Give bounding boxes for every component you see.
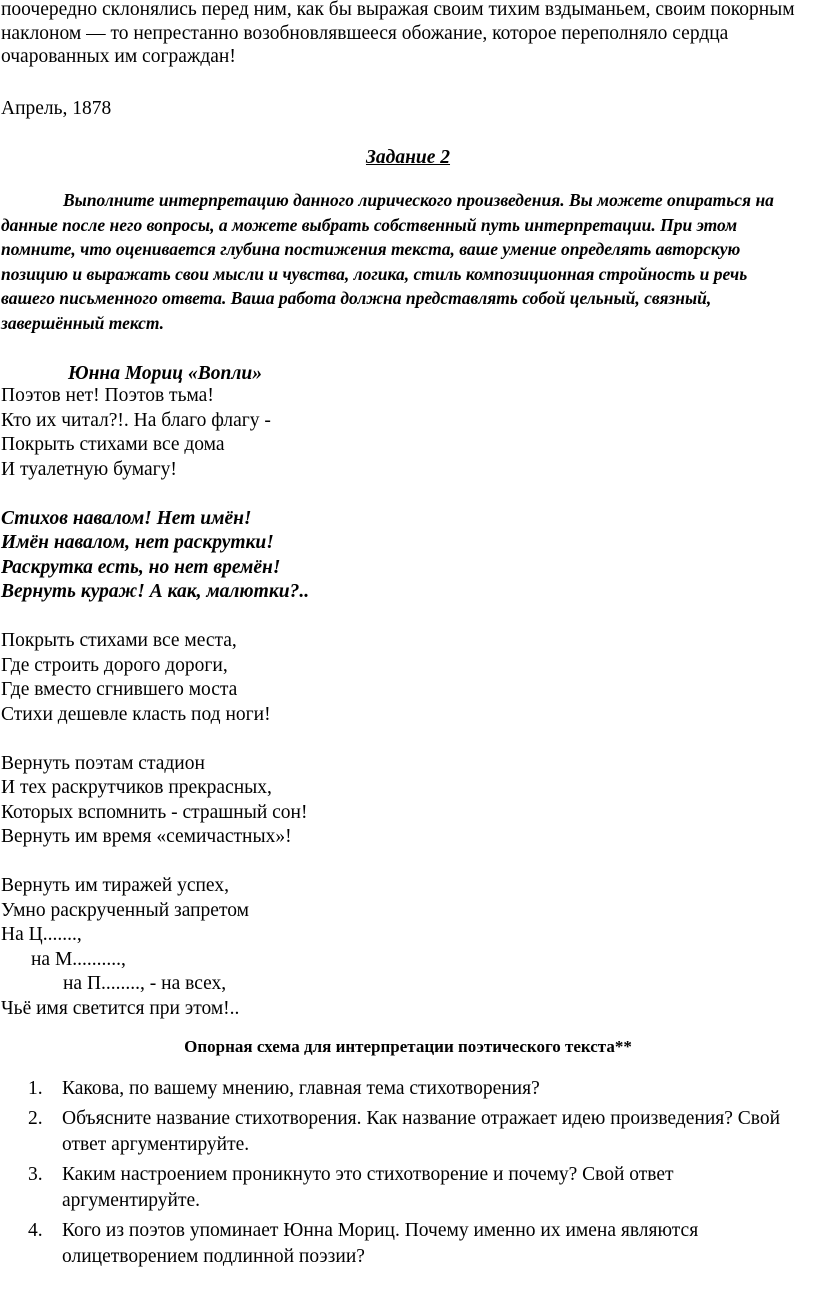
poem-stanza-5 [1, 874, 309, 1021]
poem-line: Стихи дешевле класть под ноги! [1, 703, 271, 725]
poem-line: Вернуть поэтам стадион [1, 752, 205, 774]
poem-stanza-1 [1, 384, 309, 482]
question-number: 1. [28, 1078, 43, 1099]
poem-stanza-3 [1, 629, 309, 727]
question-text: Какова, по вашему мнению, главная тема стихотворения? [62, 1078, 540, 1099]
question-text: Кого из поэтов упоминает Юнна Мориц. Почему именно их имена являются олицетворением подлинной поэзии? [62, 1220, 699, 1267]
prose-fragment [1, 0, 813, 69]
poem-line: на М.........., [31, 948, 126, 970]
date-line: Апрель, 1878 [1, 98, 112, 119]
question-item [0, 1106, 800, 1158]
poem-line: Вернуть кураж! А как, малютки?.. [1, 581, 310, 602]
question-item [0, 1218, 800, 1270]
poem-line: На Ц......., [1, 924, 82, 945]
poem-title: Юнна Мориц «Вопли» [68, 363, 262, 384]
poem-stanza-2 [1, 507, 309, 605]
task-title: Задание 2 [365, 147, 451, 168]
poem-line: Кто их читал?!. На благо флагу - [1, 409, 271, 431]
poem-line: Вернуть им тиражей успех, [1, 875, 229, 896]
poem-line: Имён навалом, нет раскрутки! [1, 532, 274, 553]
poem-line: на П........, - на всех, [63, 973, 227, 994]
question-text: Объясните название стихотворения. Как название отражает идею произведения? Свой ответ аргументируйте. [62, 1108, 781, 1155]
question-item [0, 1162, 800, 1214]
poem-line: Где вместо сгнившего моста [1, 679, 238, 700]
question-number: 3. [28, 1164, 43, 1185]
task-instructions [1, 188, 801, 335]
poem-line: Раскрутка есть, но нет времён! [1, 556, 281, 578]
poem-line: Покрыть стихами все места, [1, 630, 237, 651]
question-number: 2. [28, 1108, 43, 1129]
poem-line: Где строить дорого дороги, [1, 654, 228, 676]
question-list [0, 1076, 800, 1274]
question-item [0, 1076, 800, 1102]
poem-stanza-4 [1, 752, 309, 850]
poem-line: Покрыть стихами все дома [1, 434, 225, 455]
poem-line: Которых вспомнить - страшный сон! [1, 801, 308, 823]
poem-line: И тех раскрутчиков прекрасных, [1, 777, 272, 798]
poem-line: Стихов навалом! Нет имён! [1, 507, 252, 529]
poem-line: Умно раскрученный запретом [1, 899, 249, 921]
scheme-title: Опорная схема для интерпретации поэтического текста** [184, 1037, 632, 1056]
prose-paragraph: поочередно склонялись перед ним, как бы выражая своим тихим вздыманьем, своим покорным наклоном — то непрестанно возобновлявшееся обожание, которое переполняло сердца очарованных им сограждан! [1, 0, 795, 67]
poem-line: Вернуть им время «семичастных»! [1, 826, 292, 847]
instructions-paragraph: Выполните интерпретацию данного лирического произведения. Вы можете опираться на данные после него вопросы, а можете выбрать собственный путь интерпретации. При этом помните, что оценивается глубина постижения текста, ваше умение определять авторскую позицию и выражать свои мысли и чувства, логика, стиль композиционная стройность и речь вашего письменного ответа. Ваша работа должна представлять собой цельный, связный, завершённый текст. [1, 190, 774, 333]
poem-line: Чьё имя светится при этом!.. [1, 997, 240, 1019]
poem-line: Поэтов нет! Поэтов тьма! [1, 385, 214, 406]
poem-body [1, 384, 309, 1021]
question-number: 4. [28, 1220, 43, 1241]
poem-line: И туалетную бумагу! [1, 458, 177, 480]
question-text: Каким настроением проникнуто это стихотворение и почему? Свой ответ аргументируйте. [62, 1164, 674, 1211]
